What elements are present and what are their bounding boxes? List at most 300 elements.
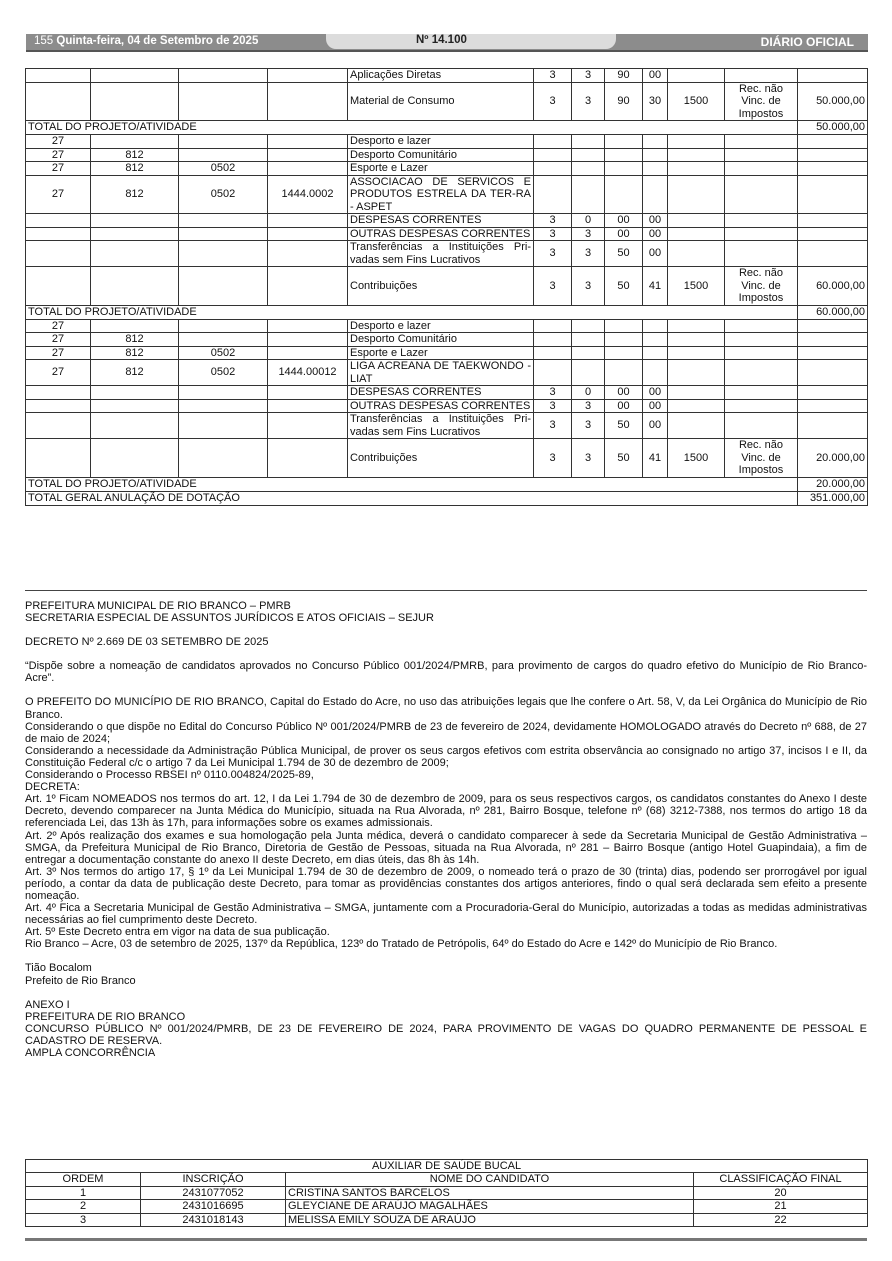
budget-cell: [798, 135, 868, 149]
decree-paragraph: Art. 2º Após realização dos exames e sua homologação pela Junta médica, deverá o candidato comparecer à sede da Secretaria Municipal de Gestão Administrativa – SMGA, da Prefeitura Municipal de Rio Branco, Diretoria de Gestão de Pessoas, situada na Rua Alvorada, nº 281 – Bairro Bosque (antigo Hotel Guapindaia), a fim de entregar a documentação constante do anexo II deste Decreto, em dias úteis, das 8h às 14h.: [25, 829, 867, 866]
annex-title: ANEXO I: [25, 998, 70, 1011]
budget-cell: 27: [26, 346, 91, 360]
candidate-cell: MELISSA EMILY SOUZA DE ARAÚJO: [286, 1213, 694, 1226]
budget-cell: [534, 333, 572, 347]
budget-cell: [179, 319, 268, 333]
candidate-row: [26, 1213, 868, 1226]
candidate-row: [26, 1200, 868, 1213]
budget-cell: [798, 241, 868, 267]
budget-cell: [91, 135, 179, 149]
budget-cell: [91, 399, 179, 413]
budget-cell: [179, 69, 268, 83]
budget-cell: Aplicações Diretas: [348, 69, 534, 83]
budget-cell: [268, 148, 348, 162]
budget-cell: OUTRAS DESPESAS CORRENTES: [348, 227, 534, 241]
budget-cell: [268, 227, 348, 241]
candidate-cell: 3: [26, 1213, 141, 1226]
budget-cell: 3: [534, 69, 572, 83]
budget-cell: [643, 148, 668, 162]
budget-cell: [643, 360, 668, 386]
budget-cell: [534, 360, 572, 386]
budget-cell: DESPESAS CORRENTES: [348, 214, 534, 228]
budget-cell: [798, 227, 868, 241]
budget-cell: [605, 346, 643, 360]
decree-paragraph: Considerando a necessidade da Administração Pública Municipal, de prover os seus cargos efetivos com estrita observância ao consignado no artigo 37, incisos I e II, da Constituição Federal c/c o artigo 7 da Lei Municipal 1.794 de 30 de dezembro de 2009;: [25, 744, 867, 769]
decree-paragraph: O PREFEITO DO MUNICÍPIO DE RIO BRANCO, Capital do Estado do Acre, no uso das atribuições legais que lhe confere o Art. 58, V, da Lei Orgânica do Município de Rio Branco.: [25, 696, 867, 721]
budget-cell: [26, 413, 91, 439]
candidate-cell: 2431077052: [141, 1186, 286, 1199]
budget-cell: 00: [643, 214, 668, 228]
budget-total-row: [26, 491, 868, 505]
budget-cell: 3: [534, 399, 572, 413]
budget-cell: [798, 413, 868, 439]
budget-cell: 50: [605, 241, 643, 267]
decree-summary: “Dispõe sobre a nomeação de candidatos aprovados no Concurso Público 001/2024/PMRB, para provimento de cargos do quadro efetivo do Município de Rio Branco-Acre”.: [25, 660, 867, 685]
budget-row: [26, 319, 868, 333]
budget-row: [26, 333, 868, 347]
budget-cell: [91, 319, 179, 333]
budget-cell: [179, 333, 268, 347]
budget-cell: [268, 214, 348, 228]
budget-cell: 30: [643, 82, 668, 121]
budget-cell: [668, 399, 725, 413]
budget-cell: [725, 413, 798, 439]
decree-paragraph: Art. 1º Ficam NOMEADOS nos termos do art. 12, I da Lei 1.794 de 30 de dezembro de 2009, para os seus respectivos cargos, os candidatos constantes do Anexo I deste Decreto, devendo comparecer na Junta Médica do Município, situada na Rua Alvorada, nº 281, Bairro Bosque, telefone nº (68) 3212-7388, nos termos do artigo 18 da referenciada Lei, das 13h às 17h, para informações sobre os exames admissionais.: [25, 793, 867, 830]
annex-contest: CONCURSO PÚBLICO Nº 001/2024/PMRB, DE 23 DE FEVEREIRO DE 2024, PARA PROVIMENTO DE VAGAS DO QUADRO PERMANENTE DE PESSOAL E CADASTRO DE RESERVA.: [25, 1022, 867, 1047]
budget-row: [26, 214, 868, 228]
budget-cell: ASSOCIACAO DE SERVICOS E PRODUTOS ESTRELA DA TER-RA - ASPET: [348, 175, 534, 214]
annex-org: PREFEITURA DE RIO BRANCO: [25, 1010, 186, 1023]
budget-cell: [668, 162, 725, 176]
budget-cell: 3: [572, 267, 605, 306]
org-secretariat: SECRETARIA ESPECIAL DE ASSUNTOS JURÍDICOS E ATOS OFICIAIS – SEJUR: [25, 612, 434, 625]
budget-cell: [725, 135, 798, 149]
budget-row: [26, 227, 868, 241]
budget-cell: [26, 399, 91, 413]
budget-cell: [91, 69, 179, 83]
budget-cell: [725, 399, 798, 413]
budget-cell: [668, 175, 725, 214]
budget-cell: [268, 135, 348, 149]
budget-cell: Contribuições: [348, 439, 534, 478]
candidate-cell: CRISTINA SANTOS BARCELOS: [286, 1186, 694, 1199]
total-value: 60.000,00: [798, 305, 868, 319]
budget-cell: Desporto Comunitário: [348, 333, 534, 347]
budget-cell: [534, 162, 572, 176]
page-header: [26, 34, 868, 52]
budget-cell: 3: [572, 413, 605, 439]
budget-row: [26, 175, 868, 214]
budget-cell: [725, 319, 798, 333]
candidate-cell: 1: [26, 1186, 141, 1199]
budget-cell: [725, 162, 798, 176]
job-title: AUXILIAR DE SAÚDE BUCAL: [26, 1160, 868, 1173]
budget-cell: 27: [26, 135, 91, 149]
budget-cell: [798, 148, 868, 162]
total-value: 20.000,00: [798, 477, 868, 491]
budget-cell: 00: [643, 386, 668, 400]
budget-cell: [572, 148, 605, 162]
budget-cell: [268, 386, 348, 400]
budget-cell: 41: [643, 267, 668, 306]
budget-cell: [605, 162, 643, 176]
budget-row: [26, 399, 868, 413]
budget-cell: 812: [91, 346, 179, 360]
budget-cell: 50.000,00: [798, 82, 868, 121]
decree-paragraph: Art. 5º Este Decreto entra em vigor na data de sua publicação.: [25, 926, 330, 939]
budget-cell: [668, 386, 725, 400]
budget-cell: [725, 175, 798, 214]
budget-cell: [605, 319, 643, 333]
budget-cell: [798, 346, 868, 360]
budget-cell: Transferências a Instituições Pri-vadas sem Fins Lucrativos: [348, 413, 534, 439]
budget-cell: [725, 346, 798, 360]
budget-cell: [91, 241, 179, 267]
budget-cell: 20.000,00: [798, 439, 868, 478]
budget-cell: 0502: [179, 346, 268, 360]
decree-body: [25, 696, 867, 950]
budget-cell: [798, 399, 868, 413]
budget-cell: [798, 175, 868, 214]
budget-cell: [91, 214, 179, 228]
budget-row: [26, 360, 868, 386]
budget-cell: 3: [534, 386, 572, 400]
budget-cell: [268, 82, 348, 121]
budget-cell: 00: [643, 227, 668, 241]
budget-cell: 27: [26, 360, 91, 386]
budget-cell: [668, 346, 725, 360]
column-header: CLASSIFICAÇÃO FINAL: [694, 1173, 868, 1186]
budget-cell: 1444.0002: [268, 175, 348, 214]
budget-cell: [26, 227, 91, 241]
decree-paragraph: DECRETA:: [25, 781, 80, 794]
budget-cell: 3: [572, 227, 605, 241]
budget-cell: Material de Consumo: [348, 82, 534, 121]
decree-paragraph: Art. 4º Fica a Secretaria Municipal de Gestão Administrativa – SMGA, juntamente com a Procuradoria-Geral do Município, autorizadas a todas as medidas administrativas necessárias ao fiel cumprimento deste Decreto.: [25, 902, 867, 927]
candidate-cell: 2431016695: [141, 1200, 286, 1213]
budget-cell: [605, 175, 643, 214]
budget-cell: [26, 214, 91, 228]
budget-cell: [572, 175, 605, 214]
decree-paragraph: Considerando o Processo RBSEI nº 0110.004824/2025-89,: [25, 769, 314, 782]
budget-cell: [572, 135, 605, 149]
journal-title: DIÁRIO OFICIAL: [760, 35, 854, 49]
column-header: INSCRIÇÃO: [141, 1173, 286, 1186]
budget-cell: [798, 214, 868, 228]
budget-cell: [605, 135, 643, 149]
total-value: 351.000,00: [798, 491, 868, 505]
budget-cell: 3: [572, 241, 605, 267]
budget-total-row: [26, 477, 868, 491]
candidates-table-title-row: [26, 1160, 868, 1173]
budget-cell: 60.000,00: [798, 267, 868, 306]
budget-cell: [725, 69, 798, 83]
budget-cell: [268, 439, 348, 478]
candidate-row: [26, 1186, 868, 1199]
budget-cell: 812: [91, 162, 179, 176]
budget-row: [26, 241, 868, 267]
budget-cell: 0502: [179, 162, 268, 176]
candidate-cell: 2: [26, 1200, 141, 1213]
budget-cell: OUTRAS DESPESAS CORRENTES: [348, 399, 534, 413]
budget-row: [26, 69, 868, 83]
budget-cell: [668, 241, 725, 267]
budget-cell: [179, 267, 268, 306]
budget-cell: 812: [91, 175, 179, 214]
budget-cell: Rec. não Vinc. de Impostos: [725, 439, 798, 478]
header-rule: [26, 50, 868, 52]
budget-cell: [26, 241, 91, 267]
budget-cell: [268, 267, 348, 306]
budget-cell: [605, 360, 643, 386]
column-header: NOME DO CANDIDATO: [286, 1173, 694, 1186]
budget-cell: [179, 413, 268, 439]
budget-cell: Desporto Comunitário: [348, 148, 534, 162]
budget-row: [26, 386, 868, 400]
budget-cell: Desporto e lazer: [348, 319, 534, 333]
budget-cell: [798, 386, 868, 400]
budget-cell: 3: [534, 214, 572, 228]
section-divider: [25, 590, 867, 591]
budget-cell: [668, 360, 725, 386]
budget-cell: [534, 346, 572, 360]
decree-paragraph: Rio Branco – Acre, 03 de setembro de 2025, 137º da República, 123º do Tratado de Petrópolis, 64º do Estado do Acre e 142º do Município de Rio Branco.: [25, 938, 778, 951]
budget-cell: 00: [643, 69, 668, 83]
budget-cell: 1500: [668, 82, 725, 121]
budget-cell: Esporte e Lazer: [348, 346, 534, 360]
budget-cell: 27: [26, 333, 91, 347]
budget-cell: 50: [605, 439, 643, 478]
budget-cell: [179, 241, 268, 267]
budget-cell: [668, 319, 725, 333]
budget-cell: 3: [534, 82, 572, 121]
budget-cell: 3: [572, 439, 605, 478]
budget-cell: [643, 333, 668, 347]
budget-cell: [268, 241, 348, 267]
budget-cell: [643, 135, 668, 149]
budget-cell: 27: [26, 162, 91, 176]
budget-cell: [91, 227, 179, 241]
budget-cell: [668, 69, 725, 83]
header-left: [34, 35, 258, 47]
budget-cell: 1500: [668, 267, 725, 306]
budget-cell: 00: [643, 413, 668, 439]
budget-cell: 50: [605, 413, 643, 439]
budget-cell: 0502: [179, 360, 268, 386]
decree-paragraph: Art. 3º Nos termos do artigo 17, § 1º da Lei Municipal 1.794 de 30 de dezembro de 2009, o nomeado terá o prazo de 30 (trinta) dias, podendo ser prorrogável por igual período, a contar da data de publicação deste Decreto, para tomar as providências constantes dos artigos anteriores, findo o qual será declarada sem efeito a presente nomeação.: [25, 865, 867, 902]
budget-cell: [572, 162, 605, 176]
budget-cell: 812: [91, 333, 179, 347]
budget-cell: [268, 319, 348, 333]
budget-cell: Esporte e Lazer: [348, 162, 534, 176]
budget-cell: 3: [572, 69, 605, 83]
decree-title: DECRETO Nº 2.669 DE 03 SETEMBRO DE 2025: [25, 636, 269, 649]
decree-paragraph: Considerando o que dispõe no Edital do Concurso Público Nº 001/2024/PMRB de 23 de fevereiro de 2024, devidamente HOMOLOGADO através do Decreto nº 688, de 27 de maio de 2024;: [25, 720, 867, 745]
budget-cell: [179, 135, 268, 149]
total-label: TOTAL DO PROJETO/ATIVIDADE: [26, 305, 798, 319]
budget-cell: [725, 333, 798, 347]
header-center-tab: [326, 34, 616, 49]
budget-cell: 00: [605, 399, 643, 413]
budget-cell: [798, 360, 868, 386]
signer-name: Tião Bocalom: [25, 962, 92, 975]
budget-cell: [725, 214, 798, 228]
budget-cell: 3: [534, 241, 572, 267]
budget-cell: 0502: [179, 175, 268, 214]
budget-cell: [643, 162, 668, 176]
budget-cell: [26, 82, 91, 121]
budget-cell: 3: [572, 82, 605, 121]
budget-row: [26, 413, 868, 439]
budget-cell: 0: [572, 214, 605, 228]
issue-number: Nº 14.100: [416, 34, 467, 46]
budget-cell: [268, 413, 348, 439]
budget-cell: 50: [605, 267, 643, 306]
budget-cell: [26, 386, 91, 400]
total-label: TOTAL GERAL ANULAÇÃO DE DOTAÇÃO: [26, 491, 798, 505]
budget-cell: [572, 319, 605, 333]
budget-cell: [643, 319, 668, 333]
budget-cell: 3: [534, 413, 572, 439]
budget-cell: [91, 267, 179, 306]
budget-cell: [179, 82, 268, 121]
budget-cell: [91, 439, 179, 478]
candidate-cell: 2431018143: [141, 1213, 286, 1226]
budget-cell: 812: [91, 148, 179, 162]
candidate-cell: 21: [694, 1200, 868, 1213]
budget-cell: [643, 175, 668, 214]
budget-cell: [179, 386, 268, 400]
budget-row: [26, 439, 868, 478]
budget-cell: [179, 148, 268, 162]
budget-cell: [534, 175, 572, 214]
budget-cell: 00: [643, 399, 668, 413]
budget-cell: 41: [643, 439, 668, 478]
budget-total-row: [26, 121, 868, 135]
budget-cell: [26, 267, 91, 306]
budget-cell: [725, 360, 798, 386]
footer-rule: [25, 1238, 867, 1241]
budget-cell: 0: [572, 386, 605, 400]
budget-cell: 1444.00012: [268, 360, 348, 386]
budget-cell: LIGA ACREANA DE TAEKWONDO - LIAT: [348, 360, 534, 386]
org-name: PREFEITURA MUNICIPAL DE RIO BRANCO – PMRB: [25, 600, 291, 612]
budget-cell: [91, 82, 179, 121]
budget-cell: [668, 413, 725, 439]
total-value: 50.000,00: [798, 121, 868, 135]
annex-modality: AMPLA CONCORRÊNCIA: [25, 1047, 156, 1059]
budget-cell: 90: [605, 69, 643, 83]
budget-cell: [268, 333, 348, 347]
budget-cell: [798, 333, 868, 347]
budget-cell: [572, 360, 605, 386]
candidates-table: [25, 1159, 868, 1227]
candidate-cell: 22: [694, 1213, 868, 1226]
budget-cell: [798, 319, 868, 333]
budget-cell: [643, 346, 668, 360]
candidates-table-header: [26, 1173, 868, 1186]
decree-section: [25, 600, 867, 1059]
budget-cell: [179, 214, 268, 228]
budget-cell: [572, 346, 605, 360]
budget-cell: [179, 227, 268, 241]
candidate-cell: GLEYCIANE DE ARAÚJO MAGALHÃES: [286, 1200, 694, 1213]
budget-cell: [668, 214, 725, 228]
budget-cell: [268, 399, 348, 413]
budget-cell: Rec. não Vinc. de Impostos: [725, 82, 798, 121]
budget-cell: 1500: [668, 439, 725, 478]
budget-cell: Rec. não Vinc. de Impostos: [725, 267, 798, 306]
budget-cell: 00: [643, 241, 668, 267]
budget-cell: 00: [605, 227, 643, 241]
budget-cell: 27: [26, 175, 91, 214]
budget-cell: [605, 148, 643, 162]
budget-cell: [534, 135, 572, 149]
budget-cell: [268, 162, 348, 176]
budget-cell: 3: [572, 399, 605, 413]
budget-cell: [798, 162, 868, 176]
budget-cell: 27: [26, 319, 91, 333]
page-number: 155: [34, 35, 54, 47]
budget-cell: Contribuições: [348, 267, 534, 306]
budget-cell: Transferências a Instituições Pri-vadas sem Fins Lucrativos: [348, 241, 534, 267]
budget-cell: [798, 69, 868, 83]
budget-cell: 00: [605, 386, 643, 400]
budget-cell: [268, 69, 348, 83]
budget-row: [26, 346, 868, 360]
budget-cell: 3: [534, 227, 572, 241]
budget-cell: 812: [91, 360, 179, 386]
budget-cell: 27: [26, 148, 91, 162]
budget-cell: [179, 399, 268, 413]
budget-row: [26, 135, 868, 149]
budget-cell: [668, 333, 725, 347]
budget-cell: 3: [534, 439, 572, 478]
budget-table: [25, 68, 868, 506]
budget-cell: [725, 227, 798, 241]
signer-role: Prefeito de Rio Branco: [25, 974, 136, 987]
budget-cell: [534, 319, 572, 333]
budget-cell: [91, 386, 179, 400]
issue-date: Quinta-feira, 04 de Setembro de 2025: [56, 35, 259, 47]
budget-row: [26, 162, 868, 176]
budget-cell: 3: [534, 267, 572, 306]
budget-cell: [605, 333, 643, 347]
budget-cell: [268, 346, 348, 360]
total-label: TOTAL DO PROJETO/ATIVIDADE: [26, 121, 798, 135]
candidate-cell: 20: [694, 1186, 868, 1199]
budget-cell: [91, 413, 179, 439]
budget-cell: [668, 135, 725, 149]
budget-cell: Desporto e lazer: [348, 135, 534, 149]
budget-cell: [725, 241, 798, 267]
budget-row: [26, 82, 868, 121]
budget-cell: [179, 439, 268, 478]
budget-cell: [725, 148, 798, 162]
budget-cell: DESPESAS CORRENTES: [348, 386, 534, 400]
budget-cell: 90: [605, 82, 643, 121]
budget-cell: [668, 227, 725, 241]
budget-cell: [725, 386, 798, 400]
budget-row: [26, 148, 868, 162]
budget-cell: 00: [605, 214, 643, 228]
budget-cell: [26, 439, 91, 478]
budget-row: [26, 267, 868, 306]
column-header: ORDEM: [26, 1173, 141, 1186]
budget-total-row: [26, 305, 868, 319]
total-label: TOTAL DO PROJETO/ATIVIDADE: [26, 477, 798, 491]
budget-cell: [534, 148, 572, 162]
